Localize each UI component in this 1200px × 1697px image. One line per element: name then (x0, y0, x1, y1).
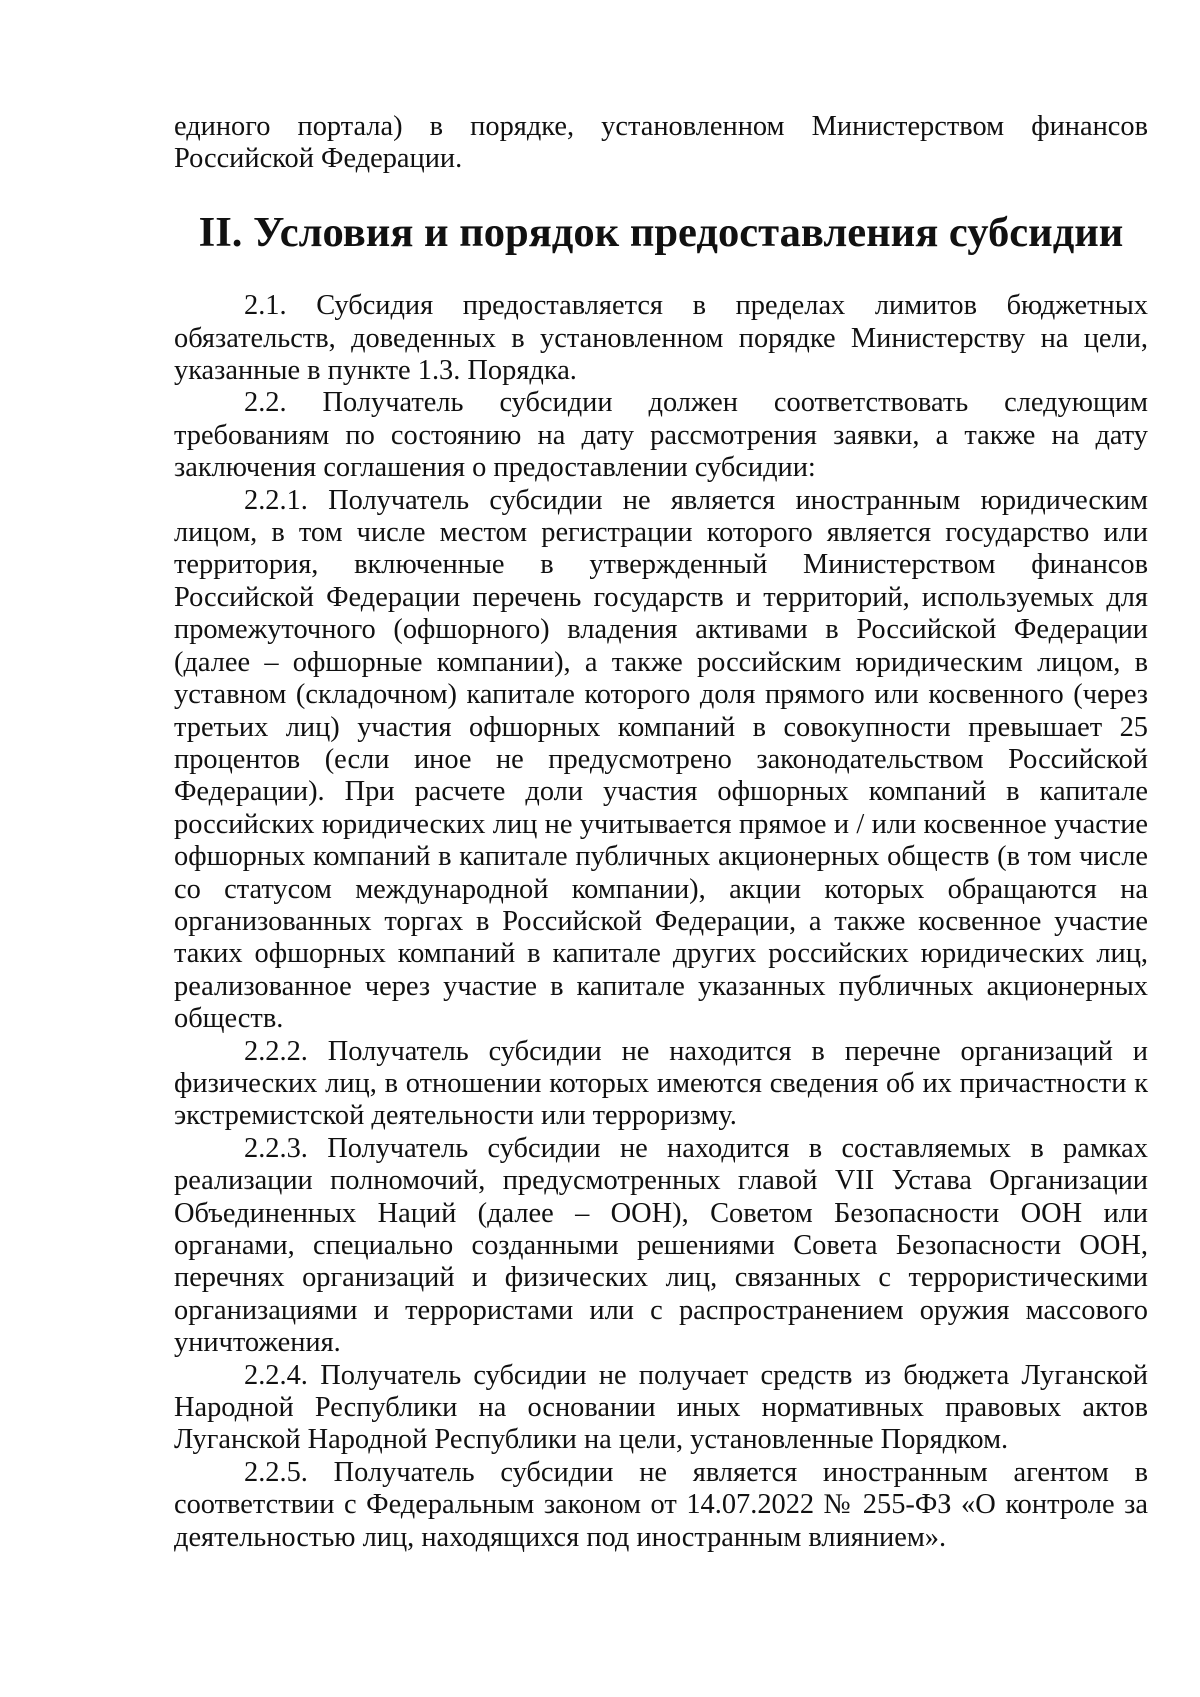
paragraph-number: 2.1. (244, 290, 287, 322)
intro-paragraph: единого портала) в порядке, установленном Министерством финансов Российской Федерации. (174, 111, 1148, 175)
paragraph-2-2-3 (174, 1133, 1148, 1360)
paragraph-text: Получатель субсидии должен соответствовать следующим требованиям по состоянию на дату рассмотрения заявки, а также на дату заключения соглашения о предоставлении субсидии: (174, 387, 1148, 484)
paragraph-number: 2.2.4. (244, 1359, 308, 1391)
document-page (174, 111, 1148, 1554)
paragraph-number: 2.2. (244, 387, 287, 419)
paragraph-text: Получатель субсидии не находится в составляемых в рамках реализации полномочий, предусмотренных главой VII Устава Организации Объединенных Наций (далее – ООН), Советом Безопасности ООН или органами, специально созданными решениями Совета Безопасности ООН, перечнях организаций и физических лиц, связанных с террористическими организациями и террористами или с распространением оружия массового уничтожения. (174, 1132, 1148, 1359)
paragraph-text: Получатель субсидии не находится в перечне организаций и физических лиц, в отношении которых имеются сведения об их причастности к экстремистской деятельности или терроризму. (174, 1035, 1148, 1132)
paragraph-2-2-5 (174, 1457, 1148, 1554)
section-title: II. Условия и порядок предоставления субсидии (198, 208, 1124, 256)
paragraph-2-2-4 (174, 1360, 1148, 1457)
paragraph-2-2-2 (174, 1036, 1148, 1133)
paragraph-number: 2.2.3. (244, 1132, 308, 1164)
paragraph-2-2-1 (174, 485, 1148, 1036)
paragraph-text: Получатель субсидии не является иностранным агентом в соответствии с Федеральным законом от 14.07.2022 № 255-ФЗ «О контроле за деятельностью лиц, находящихся под иностранным влиянием». (174, 1456, 1148, 1553)
paragraph-number: 2.2.2. (244, 1035, 308, 1067)
paragraph-number: 2.2.5. (244, 1456, 308, 1488)
paragraph-number: 2.2.1. (244, 484, 308, 516)
paragraph-2-1 (174, 290, 1148, 387)
paragraph-2-2 (174, 387, 1148, 484)
paragraph-text: Получатель субсидии не получает средств из бюджета Луганской Народной Республики на основании иных нормативных правовых актов Луганской Народной Республики на цели, установленные Порядком. (174, 1359, 1148, 1456)
paragraph-text: Субсидия предоставляется в пределах лимитов бюджетных обязательств, доведенных в установленном порядке Министерству на цели, указанные в пункте 1.3. Порядка. (174, 290, 1148, 387)
paragraph-text: Получатель субсидии не является иностранным юридическим лицом, в том числе местом регистрации которого является государство или территория, включенные в утвержденный Министерством финансов Российской Федерации перечень государств и территорий, используемых для промежуточного (офшорного) владения активами в Российской Федерации (далее – офшорные компании), а также российским юридическим лицом, в уставном (складочном) капитале которого доля прямого или косвенного (через третьих лиц) участия офшорных компаний в совокупности превышает 25 процентов (если иное не предусмотрено законодательством Российской Федерации). При расчете доли участия офшорных компаний в капитале российских юридических лиц не учитывается прямое и / или косвенное участие офшорных компаний в капитале публичных акционерных обществ (в том числе со статусом международной компании), акции которых обращаются на организованных торгах в Российской Федерации, а также косвенное участие таких офшорных компаний в капитале других российских юридических лиц, реализованное через участие в капитале указанных публичных акционерных обществ. (174, 484, 1148, 1035)
